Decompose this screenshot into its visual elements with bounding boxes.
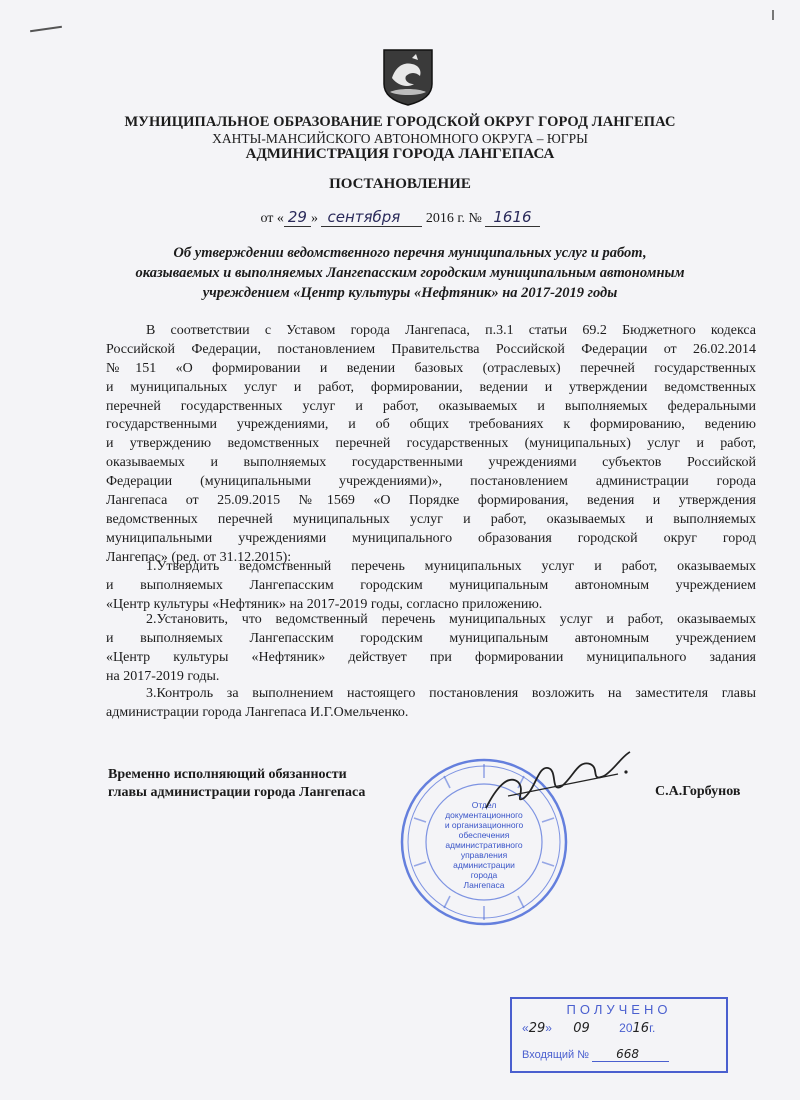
seal-text-line: документационного (445, 810, 523, 820)
title-line: Об утверждении ведомственного перечня муниципальных услуг и работ, (173, 245, 647, 261)
text-line: №151 «О формировании и ведении базовых (отраслевых) перечней государственных (106, 360, 756, 376)
incoming-label: Входящий № (522, 1049, 590, 1061)
text-line: на 2017-2019 годы. (106, 668, 220, 684)
received-date: «29» 09 2016г. (522, 1021, 656, 1036)
received-year-suffix: 16 (632, 1021, 650, 1036)
date-line (0, 208, 800, 227)
seal-text-line: административного (445, 840, 523, 850)
text-line: и утверждению ведомственных перечней государственных (муниципальных) услуг и работ, (106, 436, 756, 452)
document-number: 1616 (485, 208, 539, 227)
date-day: 29 (284, 208, 311, 227)
seal-text-line: Отдел (471, 800, 497, 810)
text-line: муниципальными учреждениями муниципального образования городской округ город (106, 530, 756, 546)
received-stamp-title: ПОЛУЧЕНО (566, 1002, 672, 1017)
handwritten-signature-icon (478, 738, 638, 828)
text-line: государственными учреждениями, и об общих требованиях к формированию, ведению (106, 417, 756, 433)
seal-text-line: Лангепаса (463, 880, 505, 890)
date-quote: » (310, 211, 318, 226)
coat-of-arms-icon (382, 48, 434, 106)
document-type: ПОСТАНОВЛЕНИЕ (329, 176, 471, 192)
resolution-item-1 (106, 558, 756, 615)
received-year-end: г. (649, 1021, 656, 1035)
text-line: оказываемых и выполняемых государственными учреждениями субъектов Российской (106, 455, 756, 471)
text-line: ведомственных перечней муниципальных услуг и работ, оказываемых и выполняемых (106, 511, 756, 527)
received-day: 29 (528, 1021, 546, 1036)
administration-name: АДМИНИСТРАЦИЯ ГОРОДА ЛАНГЕПАСА (245, 146, 555, 162)
text-line: 3.Контроль за выполнением настоящего постановления возложить на заместителя главы (146, 686, 756, 701)
text-line: «Центр культуры «Нефтяник» на 2017-2019 годы, согласно приложению. (106, 596, 543, 612)
text-line: Лангепаса от 25.09.2015 №1569 «О Порядке формирования, ведения и утверждения (106, 493, 756, 509)
incoming-number-value: 668 (592, 1047, 669, 1062)
received-year-prefix: 20 (619, 1021, 633, 1035)
title-line: учреждением «Центр культуры «Нефтяник» на 2017-2019 годы (202, 285, 618, 301)
scan-mark (30, 26, 62, 32)
resolution-item-3 (106, 685, 756, 723)
text-line: и муниципальных услуг и работ, формировании, ведении и утверждении ведомственных (106, 379, 756, 395)
scan-mark (772, 10, 774, 20)
date-month: сентября (321, 208, 422, 227)
seal-text-line: администрации (453, 860, 515, 870)
text-line: «Центр культуры «Нефтяник» действует при формировании муниципального задания (106, 649, 756, 665)
document-title (90, 243, 730, 303)
signatory-position-line: Временно исполняющий обязанности (108, 767, 347, 782)
region-name: ХАНТЫ-МАНСИЙСКОГО АВТОНОМНОГО ОКРУГА – ЮГРЫ (212, 131, 588, 146)
municipality-name: МУНИЦИПАЛЬНОЕ ОБРАЗОВАНИЕ ГОРОДСКОЙ ОКРУГ ГОРОД ЛАНГЕПАС (124, 114, 676, 130)
resolution-item-2 (106, 611, 756, 687)
text-line: и выполняемых Лангепасским городским муниципальным автономным учреждением (106, 630, 756, 646)
seal-text-line: управления (460, 850, 508, 860)
received-month: 09 (573, 1021, 590, 1036)
text-line: Лангепас» (ред. от 31.12.2015): (106, 549, 292, 565)
signatory-name: С.А.Горбунов (655, 784, 741, 799)
title-line: оказываемых и выполняемых Лангепасским городским муниципальным автономным (135, 265, 685, 281)
text-line: 2.Установить, что ведомственный перечень муниципальных услуг и работ, оказываемых (146, 612, 756, 627)
text-line: администрации города Лангепаса И.Г.Омельченко. (106, 704, 409, 720)
text-line: 1.Утвердить ведомственный перечень муниципальных услуг и работ, оказываемых (146, 559, 756, 574)
seal-text-line: обеспечения (458, 830, 510, 840)
date-prefix: от « (260, 211, 284, 226)
received-stamp (510, 997, 728, 1073)
seal-text-line: и организационного (444, 820, 524, 830)
signatory-position-line: главы администрации города Лангепаса (108, 785, 366, 800)
text-line: Российской Федерации, постановлением Правительства Российской Федерации от 26.02.2014 (106, 341, 756, 357)
text-line: В соответствии с Уставом города Лангепаса, п.3.1 статьи 69.2 Бюджетного кодекса (146, 323, 756, 338)
text-line: перечней государственных услуг и работ, оказываемых и выполняемых федеральными (106, 398, 756, 414)
incoming-number (522, 1047, 669, 1061)
date-year: 2016 г. № (425, 211, 482, 226)
preamble-paragraph (106, 322, 756, 568)
text-line: и выполняемых Лангепасским городским муниципальным автономным учреждением (106, 577, 756, 593)
signatory-position (108, 766, 365, 802)
seal-text-line: города (470, 870, 498, 880)
text-line: Федерации (муниципальными учреждениями)», постановлением администрации города (106, 474, 756, 490)
